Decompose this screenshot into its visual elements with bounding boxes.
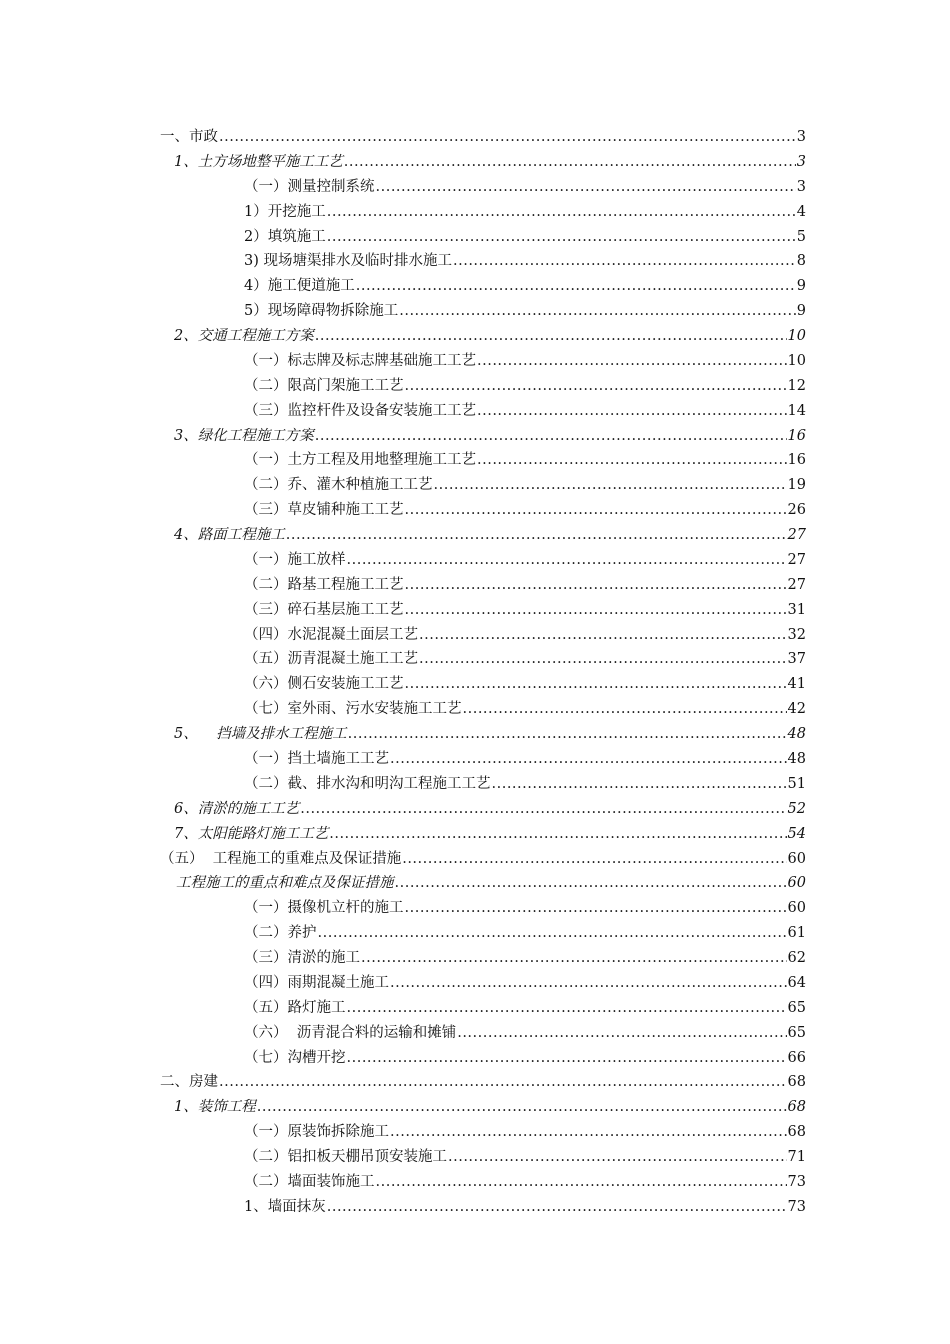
- toc-entry[interactable]: [244, 375, 806, 397]
- toc-entry-page-number: 3: [796, 153, 806, 170]
- toc-leader-dots: [492, 773, 787, 795]
- toc-entry[interactable]: [244, 972, 806, 994]
- toc-entry-title: 5）现场障碍物拆除施工: [244, 303, 399, 320]
- toc-leader-dots: [344, 151, 796, 173]
- toc-leader-dots: [477, 449, 787, 471]
- toc-entry[interactable]: [244, 300, 806, 322]
- toc-entry[interactable]: [244, 275, 806, 297]
- toc-entry-page-number: 61: [787, 925, 806, 942]
- toc-entry[interactable]: [244, 897, 806, 919]
- toc-entry[interactable]: [244, 698, 806, 720]
- toc-leader-dots: [390, 748, 787, 770]
- toc-entry[interactable]: [244, 176, 806, 198]
- toc-entry-page-number: 52: [787, 800, 806, 817]
- toc-entry-page-number: 37: [787, 651, 806, 668]
- toc-entry-title: （一）挡土墙施工工艺: [244, 751, 389, 767]
- toc-entry-title: （三）碎石基层施工工艺: [244, 601, 404, 618]
- toc-entry-title: 3、绿化工程施工方案: [174, 427, 314, 444]
- toc-entry-title: 二、房建: [160, 1074, 218, 1091]
- toc-entry-page-number: 68: [787, 1074, 806, 1091]
- toc-entry[interactable]: [174, 723, 806, 745]
- toc-leader-dots: [405, 375, 787, 397]
- toc-entry-title: （三）监控杆件及设备安装施工工艺: [244, 402, 476, 419]
- toc-entry-page-number: 3: [796, 178, 806, 195]
- toc-entry[interactable]: [244, 624, 806, 646]
- toc-entry-page-number: 73: [787, 1173, 806, 1190]
- toc-entry[interactable]: [244, 400, 806, 422]
- toc-entry-page-number: 68: [787, 1124, 806, 1141]
- toc-entry[interactable]: [160, 1071, 806, 1093]
- toc-entry-page-number: 65: [787, 999, 806, 1016]
- toc-entry[interactable]: [244, 1196, 806, 1218]
- toc-entry[interactable]: [244, 947, 806, 969]
- toc-leader-dots: [402, 848, 786, 870]
- toc-entry[interactable]: [244, 997, 806, 1019]
- toc-entry[interactable]: [174, 524, 806, 546]
- toc-leader-dots: [477, 350, 787, 372]
- toc-entry-title: （二）限高门架施工工艺: [244, 377, 404, 394]
- toc-entry-page-number: 66: [787, 1049, 806, 1066]
- toc-entry-page-number: 8: [796, 253, 806, 270]
- toc-entry-page-number: 27: [787, 576, 806, 593]
- toc-entry[interactable]: [176, 872, 806, 894]
- toc-entry[interactable]: [244, 449, 806, 471]
- toc-leader-dots: [219, 1071, 787, 1093]
- toc-leader-dots: [390, 972, 787, 994]
- toc-leader-dots: [405, 599, 787, 621]
- toc-entry-title: （二）路基工程施工工艺: [244, 576, 404, 593]
- toc-leader-dots: [327, 226, 796, 248]
- toc-entry-title: （一）测量控制系统: [244, 178, 375, 195]
- toc-leader-dots: [376, 176, 796, 198]
- toc-entry-title: 2）填筑施工: [244, 228, 326, 245]
- toc-leader-dots: [257, 1096, 787, 1118]
- toc-entry-title: 4、路面工程施工: [174, 527, 285, 544]
- toc-entry-page-number: 10: [787, 328, 806, 345]
- toc-entry[interactable]: [244, 922, 806, 944]
- toc-entry-page-number: 60: [787, 900, 806, 917]
- toc-entry-title: 1、装饰工程: [174, 1099, 256, 1116]
- toc-leader-dots: [327, 201, 796, 223]
- toc-entry[interactable]: [244, 1146, 806, 1168]
- toc-entry-title: （一）摄像机立杆的施工: [244, 900, 404, 917]
- toc-entry-page-number: 16: [787, 452, 806, 469]
- toc-leader-dots: [327, 1196, 787, 1218]
- toc-leader-dots: [361, 947, 787, 969]
- toc-entry-page-number: 14: [787, 402, 806, 419]
- toc-entry-title: （一）施工放样: [244, 551, 346, 568]
- toc-leader-dots: [453, 250, 796, 272]
- toc-leader-dots: [329, 823, 786, 845]
- toc-entry[interactable]: [244, 648, 806, 670]
- toc-leader-dots: [448, 1146, 787, 1168]
- toc-entry[interactable]: [174, 1096, 806, 1118]
- toc-entry-title: （六）侧石安装施工工艺: [244, 676, 404, 693]
- toc-entry-page-number: 71: [787, 1149, 806, 1166]
- toc-leader-dots: [405, 897, 787, 919]
- toc-entry-title: （四）雨期混凝土施工: [244, 974, 389, 991]
- toc-entry-page-number: 19: [787, 477, 806, 494]
- toc-entry[interactable]: [174, 823, 806, 845]
- toc-entry-page-number: 51: [787, 775, 806, 792]
- toc-entry-title: 1、土方场地整平施工工艺: [174, 153, 343, 170]
- toc-entry-title: 4）施工便道施工: [244, 278, 355, 295]
- toc-entry-title: （二）养护: [244, 925, 317, 942]
- toc-entry[interactable]: [244, 574, 806, 596]
- toc-entry-page-number: 73: [787, 1198, 806, 1215]
- toc-leader-dots: [463, 698, 787, 720]
- toc-entry-page-number: 4: [796, 203, 806, 220]
- toc-entry-title: （七）室外雨、污水安装施工工艺: [244, 701, 462, 718]
- toc-entry-title: 1）开挖施工: [244, 203, 326, 220]
- toc-entry-page-number: 64: [787, 974, 806, 991]
- toc-entry[interactable]: [244, 1047, 806, 1069]
- toc-entry-page-number: 62: [787, 950, 806, 967]
- toc-entry[interactable]: [244, 226, 806, 248]
- toc-entry[interactable]: [174, 798, 806, 820]
- toc-entry-page-number: 3: [796, 129, 806, 145]
- toc-entry[interactable]: [244, 773, 806, 795]
- toc-leader-dots: [315, 425, 787, 447]
- toc-leader-dots: [286, 524, 787, 546]
- toc-entry[interactable]: [244, 1121, 806, 1143]
- toc-leader-dots: [477, 400, 787, 422]
- toc-entry-page-number: 5: [796, 228, 806, 245]
- toc-entry-title: 5、 挡墙及排水工程施工: [174, 726, 347, 743]
- toc-leader-dots: [390, 1121, 787, 1143]
- toc-leader-dots: [318, 922, 787, 944]
- toc-entry[interactable]: [174, 151, 806, 173]
- toc-leader-dots: [376, 1171, 787, 1193]
- toc-entry-title: 2、交通工程施工方案: [174, 328, 314, 345]
- toc-entry-title: （三）草皮铺种施工工艺: [244, 502, 404, 519]
- toc-entry-title: （七）沟槽开挖: [244, 1049, 346, 1066]
- toc-entry-title: 6、清淤的施工工艺: [174, 800, 300, 817]
- toc-leader-dots: [356, 275, 796, 297]
- toc-entry-title: （一）标志牌及标志牌基础施工工艺: [244, 352, 476, 369]
- toc-entry-page-number: 16: [787, 427, 806, 444]
- toc-entry[interactable]: [174, 425, 806, 447]
- toc-entry-page-number: 26: [787, 502, 806, 519]
- toc-leader-dots: [300, 798, 786, 820]
- toc-leader-dots: [419, 648, 787, 670]
- toc-entry-title: （五）路灯施工: [244, 999, 346, 1016]
- toc-leader-dots: [405, 574, 787, 596]
- toc-entry-title: （二）铝扣板天棚吊顶安装施工: [244, 1149, 447, 1166]
- toc-leader-dots: [434, 474, 787, 496]
- toc-entry-page-number: 12: [787, 377, 806, 394]
- toc-entry-page-number: 60: [787, 850, 806, 867]
- toc-entry-title: 工程施工的重点和难点及保证措施: [176, 875, 394, 892]
- toc-entry-title: （五） 工程施工的重难点及保证措施: [160, 850, 402, 867]
- toc-entry[interactable]: [160, 126, 806, 148]
- toc-entry-page-number: 31: [787, 601, 806, 618]
- toc-entry[interactable]: [244, 1171, 806, 1193]
- toc-leader-dots: [347, 1047, 787, 1069]
- toc-entry[interactable]: [160, 848, 806, 870]
- toc-leader-dots: [219, 126, 796, 148]
- toc-entry-title: 一、市政: [160, 129, 218, 145]
- toc-entry[interactable]: [244, 599, 806, 621]
- toc-entry[interactable]: [244, 673, 806, 695]
- toc-entry-title: 1、墙面抹灰: [244, 1198, 326, 1215]
- toc-entry-title: （二）乔、灌木种植施工工艺: [244, 477, 433, 494]
- toc-entry[interactable]: [244, 201, 806, 223]
- toc-entry-title: （五）沥青混凝土施工工艺: [244, 651, 418, 668]
- toc-leader-dots: [348, 723, 787, 745]
- toc-entry-title: 3) 现场塘渠排水及临时排水施工: [244, 253, 452, 270]
- toc-entry-page-number: 9: [796, 303, 806, 320]
- toc-leader-dots: [395, 872, 787, 894]
- toc-entry-page-number: 32: [787, 626, 806, 643]
- toc-entry-title: （二）墙面装饰施工: [244, 1173, 375, 1190]
- toc-leader-dots: [405, 499, 787, 521]
- toc-entry-title: 7、太阳能路灯施工工艺: [174, 825, 329, 842]
- toc-entry-page-number: 9: [796, 278, 806, 295]
- toc-entry[interactable]: [244, 474, 806, 496]
- toc-entry-title: （三）清淤的施工: [244, 950, 360, 967]
- toc-leader-dots: [347, 997, 787, 1019]
- toc-entry[interactable]: [244, 250, 806, 272]
- toc-entry-page-number: 60: [787, 875, 806, 892]
- toc-leader-dots: [347, 549, 787, 571]
- toc-leader-dots: [419, 624, 787, 646]
- toc-entry-page-number: 68: [787, 1099, 806, 1116]
- toc-entry-page-number: 54: [787, 825, 806, 842]
- toc-leader-dots: [399, 300, 796, 322]
- toc-leader-dots: [315, 325, 787, 347]
- toc-entry-title: （一）土方工程及用地整理施工工艺: [244, 452, 476, 469]
- toc-entry-title: （二）截、排水沟和明沟工程施工工艺: [244, 775, 491, 792]
- toc-entry-page-number: 65: [787, 1024, 806, 1041]
- toc-entry-page-number: 41: [787, 676, 806, 693]
- toc-entry[interactable]: [244, 549, 806, 571]
- toc-entry-page-number: 27: [787, 527, 806, 544]
- toc-entry[interactable]: [244, 1022, 806, 1044]
- toc-entry[interactable]: [244, 350, 806, 372]
- toc-entry-page-number: 27: [787, 551, 806, 568]
- toc-entry[interactable]: [244, 748, 806, 770]
- toc-entry-page-number: 42: [787, 701, 806, 718]
- toc-entry-title: （一）原装饰拆除施工: [244, 1124, 389, 1141]
- toc-entry-page-number: 48: [787, 726, 806, 743]
- toc-entry[interactable]: [174, 325, 806, 347]
- toc-entry-title: （四）水泥混凝土面层工艺: [244, 626, 418, 643]
- toc-entry-page-number: 48: [787, 751, 806, 767]
- toc-leader-dots: [457, 1022, 786, 1044]
- toc-entry-page-number: 10: [787, 352, 806, 369]
- toc-entry-title: （六） 沥青混合料的运输和摊铺: [244, 1024, 457, 1041]
- toc-entry[interactable]: [244, 499, 806, 521]
- toc-leader-dots: [405, 673, 787, 695]
